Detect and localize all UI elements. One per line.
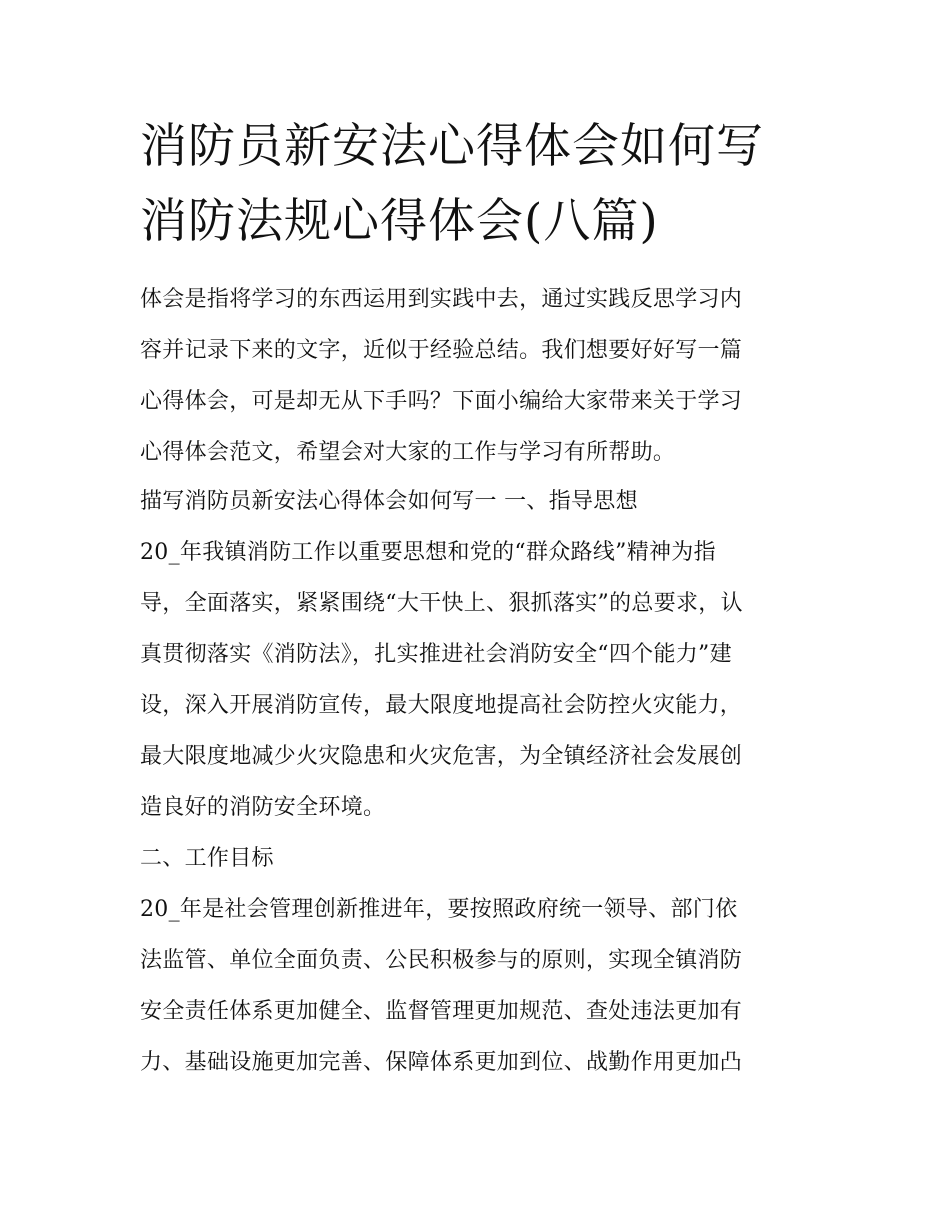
body-line: 导，全面落实，紧紧围绕“大干快上、狠抓落实”的总要求，认 <box>140 591 743 616</box>
body-line: 20_年我镇消防工作以重要思想和党的“群众路线”精神为指 <box>140 540 716 565</box>
body-line: 描写消防员新安法心得体会如何写一 一、指导思想 <box>140 489 638 514</box>
body-line: 安全责任体系更加健全、监督管理更加规范、查处违法更加有 <box>140 999 743 1024</box>
body-line: 20_年是社会管理创新推进年，要按照政府统一领导、部门依 <box>140 897 738 922</box>
body-line: 体会是指将学习的东西运用到实践中去，通过实践反思学习内 <box>140 287 743 312</box>
body-line: 设，深入开展消防宣传，最大限度地提高社会防控火灾能力， <box>140 693 743 718</box>
section-heading: 二、工作目标 <box>140 846 274 871</box>
body-line: 法监管、单位全面负责、公民积极参与的原则，实现全镇消防 <box>140 948 743 973</box>
body-line: 心得体会范文，希望会对大家的工作与学习有所帮助。 <box>140 440 676 465</box>
body-line: 容并记录下来的文字，近似于经验总结。我们想要好好写一篇 <box>140 338 743 363</box>
document-title-line-1: 消防员新安法心得体会如何写 <box>140 119 764 174</box>
body-line: 最大限度地减少火灾隐患和火灾危害，为全镇经济社会发展创 <box>140 744 743 769</box>
body-line: 心得体会，可是却无从下手吗？下面小编给大家带来关于学习 <box>140 389 743 414</box>
body-line: 力、基础设施更加完善、保障体系更加到位、战勤作用更加凸 <box>140 1050 743 1075</box>
body-line: 造良好的消防安全环境。 <box>140 795 386 820</box>
document-title-line-2: 消防法规心得体会(八篇) <box>140 194 659 249</box>
body-line: 真贯彻落实《消防法》，扎实推进社会消防安全“四个能力”建 <box>140 642 732 667</box>
